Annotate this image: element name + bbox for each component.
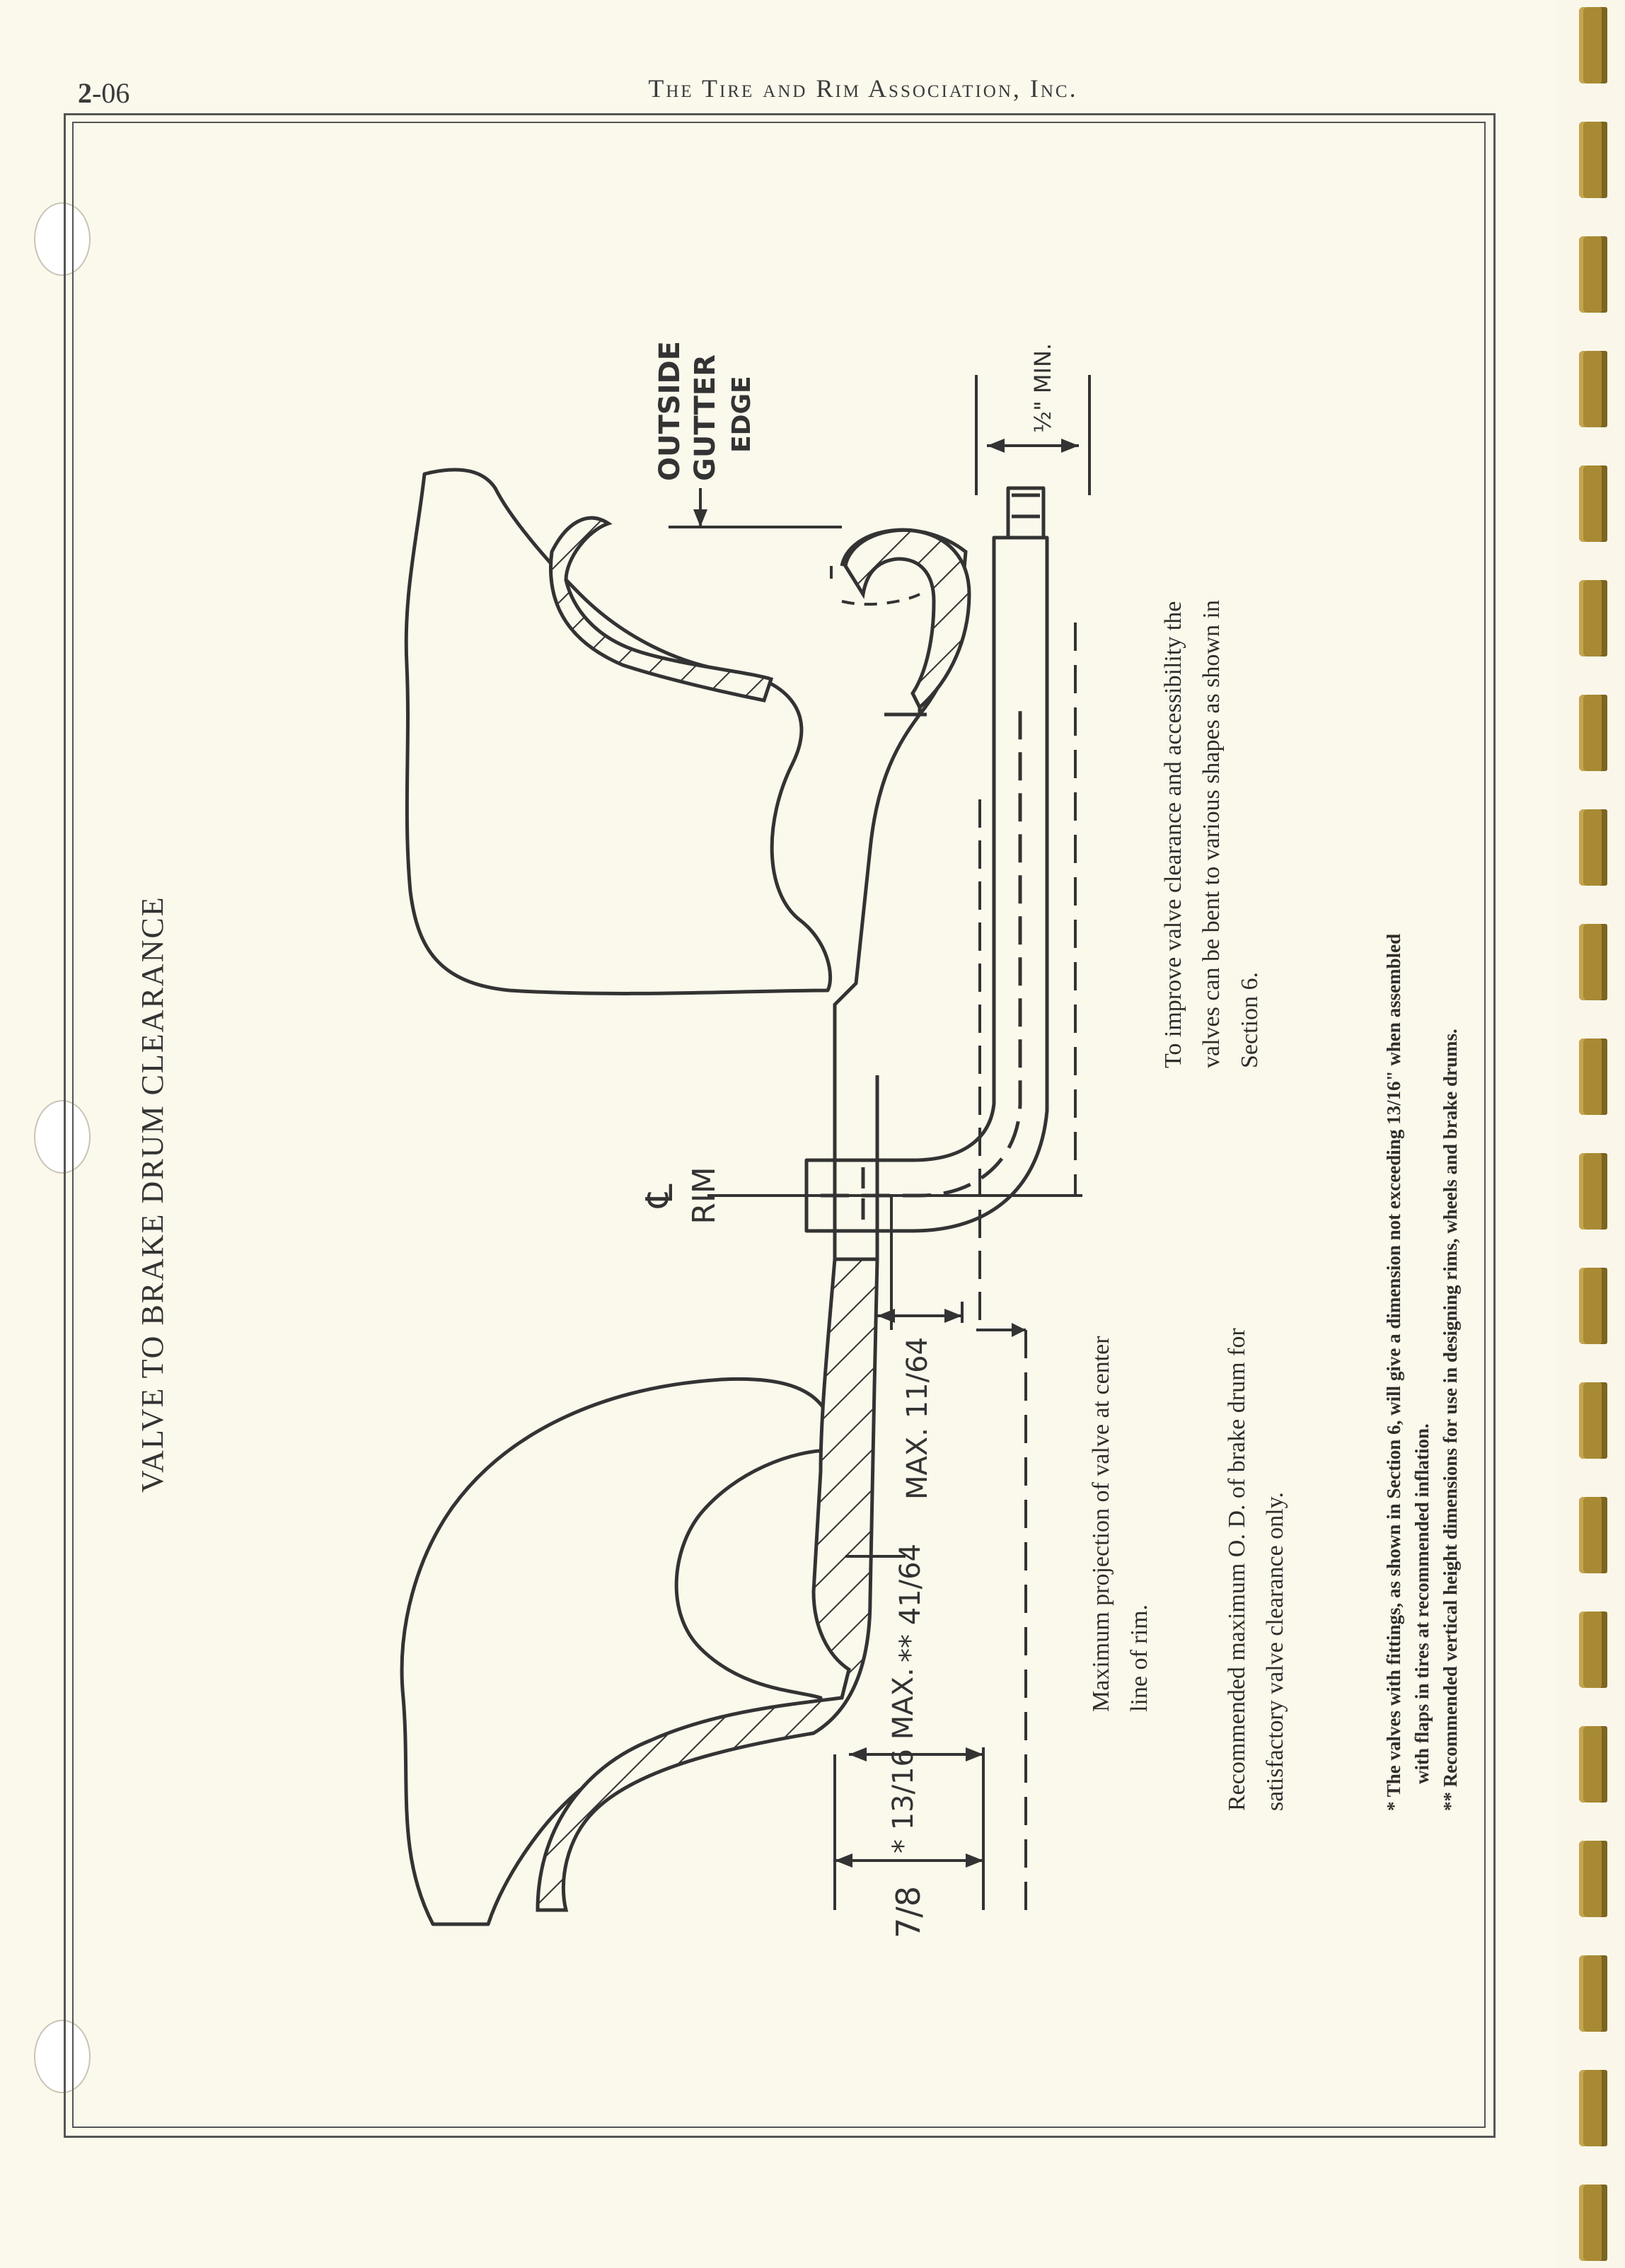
running-header: The Tire and Rim Association, Inc.	[648, 74, 1078, 103]
right-tire-section	[406, 470, 830, 993]
page-title: VALVE TO BRAKE DRUM CLEARANCE	[135, 896, 170, 1493]
note-line: line of rim.	[1126, 1604, 1152, 1712]
bead-seat-dashed	[831, 566, 920, 604]
note-line: Maximum projection of valve at center	[1088, 1336, 1114, 1712]
rim-centerline-symbol: ℄	[639, 1184, 681, 1208]
page-number-minor: -06	[92, 77, 130, 109]
footnote-line: ** Recommended vertical height dimensions for use in designing rims, wheels and brake drums.	[1440, 1029, 1461, 1811]
note-line: valves can be bent to various shapes as shown in	[1198, 600, 1225, 1068]
rim-flange-right	[550, 518, 969, 707]
seven-eighths-label: 7/8	[889, 1885, 927, 1938]
dimension-arrowheads	[693, 439, 1079, 1868]
rim-label: RIM	[686, 1167, 722, 1225]
brake-drum-od-note	[1218, 1328, 1295, 1811]
half-inch-min-label: ½" MIN.	[1029, 342, 1056, 433]
gutter-label-line2: GUTTER	[689, 354, 722, 481]
left-tire-section	[402, 1379, 831, 1924]
gutter-label-line3: EDGE	[727, 376, 756, 453]
max-41-64-label: ** 41/64	[894, 1544, 927, 1662]
valve-improvement-note	[1155, 600, 1269, 1068]
footnote-single-asterisk	[1380, 934, 1464, 1811]
valve-stem	[806, 488, 1047, 1231]
rim-flange-left	[538, 1259, 877, 1910]
note-line: Section 6.	[1237, 972, 1263, 1068]
gutter-label-line1: OUTSIDE	[654, 341, 686, 481]
note-line: satisfactory valve clearance only.	[1262, 1492, 1288, 1811]
footnote-line: with flaps in tires at recommended inflation.	[1411, 1423, 1433, 1784]
max-projection-note	[1082, 1336, 1159, 1712]
max-11-64-label: MAX. 11/64	[901, 1337, 934, 1500]
outside-gutter-edge-label	[654, 341, 756, 481]
page-number-major: 2	[78, 77, 92, 109]
footnote-line: * The valves with fittings, as shown in Section 6, will give a dimension not exceeding 13/16" when assembled	[1383, 933, 1404, 1811]
max-13-16-label: * 13/16 MAX.	[887, 1667, 920, 1853]
note-line: To improve valve clearance and accessibility the	[1160, 601, 1186, 1068]
note-line: Recommended maximum O. D. of brake drum for	[1224, 1328, 1250, 1811]
